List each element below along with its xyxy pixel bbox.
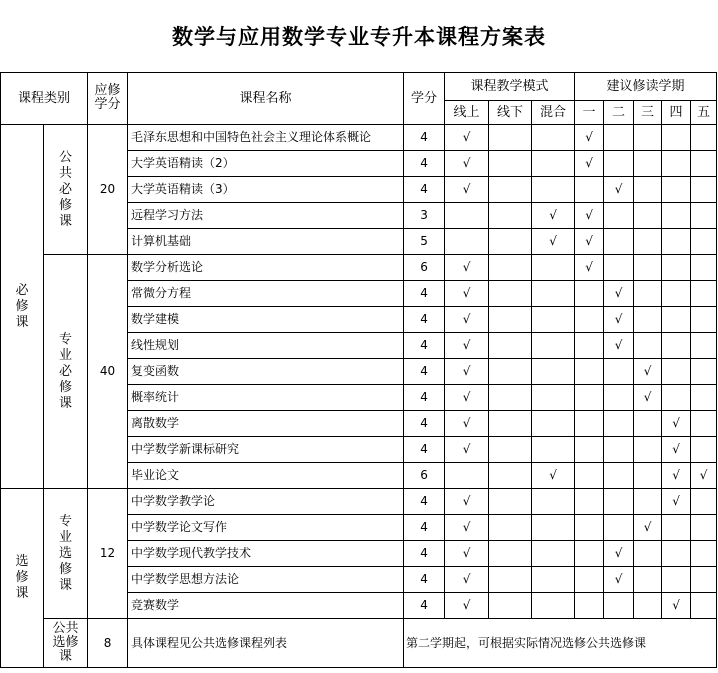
mode-cell xyxy=(445,307,489,333)
semester-cell xyxy=(604,567,634,593)
semester-cell xyxy=(634,359,662,385)
course-credit: 4 xyxy=(404,593,445,619)
semester-cell xyxy=(604,515,634,541)
semester-cell xyxy=(634,489,662,515)
mode-cell xyxy=(532,541,575,567)
semester-cell xyxy=(575,385,604,411)
check-icon: √ xyxy=(585,208,593,223)
course-plan-table xyxy=(0,72,717,668)
semester-cell xyxy=(575,359,604,385)
check-icon: √ xyxy=(462,494,471,509)
course-name: 数学建模 xyxy=(128,307,404,333)
semester-cell xyxy=(575,307,604,333)
semester-cell xyxy=(634,593,662,619)
semester-cell xyxy=(604,489,634,515)
check-icon: √ xyxy=(462,260,471,275)
course-name: 毛泽东思想和中国特色社会主义理论体系概论 xyxy=(128,125,404,151)
mode-cell xyxy=(445,203,489,229)
semester-cell xyxy=(691,463,717,489)
course-credit: 4 xyxy=(404,541,445,567)
mode-cell xyxy=(445,489,489,515)
mode-cell xyxy=(445,463,489,489)
semester-cell xyxy=(634,437,662,463)
semester-cell xyxy=(691,333,717,359)
check-icon: √ xyxy=(462,156,471,171)
semester-cell xyxy=(662,411,691,437)
check-icon: √ xyxy=(614,286,623,301)
course-name: 中学数学现代教学技术 xyxy=(128,541,404,567)
semester-cell xyxy=(662,229,691,255)
header-required-credits xyxy=(88,73,128,125)
mode-cell xyxy=(489,281,532,307)
semester-cell xyxy=(634,281,662,307)
semester-cell xyxy=(691,515,717,541)
mode-cell xyxy=(532,437,575,463)
semester-cell xyxy=(662,515,691,541)
mode-cell xyxy=(445,411,489,437)
semester-cell xyxy=(662,151,691,177)
mode-cell xyxy=(445,177,489,203)
subcategory-major-required-text: 专业必修课 xyxy=(58,331,72,411)
mode-cell xyxy=(532,255,575,281)
mode-cell xyxy=(532,593,575,619)
course-credit: 4 xyxy=(404,437,445,463)
semester-cell xyxy=(662,385,691,411)
semester-cell xyxy=(604,541,634,567)
mode-cell xyxy=(489,515,532,541)
semester-cell xyxy=(662,125,691,151)
mode-cell xyxy=(489,541,532,567)
course-name: 中学数学教学论 xyxy=(128,489,404,515)
mode-cell xyxy=(489,229,532,255)
course-credit: 4 xyxy=(404,489,445,515)
mode-cell xyxy=(489,177,532,203)
semester-cell xyxy=(604,333,634,359)
check-icon: √ xyxy=(462,364,471,379)
public-elective-note: 第二学期起，可根据实际情况选修公共选修课 xyxy=(404,619,717,668)
semester-cell xyxy=(691,541,717,567)
semester-cell xyxy=(634,333,662,359)
table-row xyxy=(1,489,717,515)
semester-cell xyxy=(662,177,691,203)
semester-cell xyxy=(662,281,691,307)
semester-cell xyxy=(634,385,662,411)
course-credit: 4 xyxy=(404,515,445,541)
mode-cell xyxy=(445,515,489,541)
semester-cell xyxy=(604,307,634,333)
mode-cell xyxy=(532,359,575,385)
mode-cell xyxy=(489,333,532,359)
course-credit: 4 xyxy=(404,177,445,203)
check-icon: √ xyxy=(585,234,593,249)
mode-cell xyxy=(445,385,489,411)
header-semester-3: 三 xyxy=(634,101,662,125)
semester-cell xyxy=(604,359,634,385)
semester-cell xyxy=(691,385,717,411)
semester-cell xyxy=(604,281,634,307)
mode-cell xyxy=(489,567,532,593)
check-icon: √ xyxy=(462,572,471,587)
mode-cell xyxy=(489,307,532,333)
check-icon: √ xyxy=(672,598,680,613)
mode-cell xyxy=(489,463,532,489)
check-icon: √ xyxy=(462,312,471,327)
semester-cell xyxy=(691,229,717,255)
header-category: 课程类别 xyxy=(1,73,88,125)
subcategory-major-elective-text: 专业选修课 xyxy=(58,513,72,593)
credits-major-required: 40 xyxy=(88,255,128,489)
semester-cell xyxy=(575,125,604,151)
subcategory-public-required-text: 公共必修课 xyxy=(58,149,72,229)
semester-cell xyxy=(634,541,662,567)
semester-cell xyxy=(662,437,691,463)
mode-cell xyxy=(445,125,489,151)
course-credit: 4 xyxy=(404,411,445,437)
page-title: 数学与应用数学专业专升本课程方案表 xyxy=(172,25,546,49)
table-row xyxy=(1,619,717,668)
semester-cell xyxy=(575,203,604,229)
mode-cell xyxy=(489,359,532,385)
check-icon: √ xyxy=(672,494,680,509)
semester-cell xyxy=(634,567,662,593)
header-teaching-mode: 课程教学模式 xyxy=(445,73,575,101)
subcategory-major-elective xyxy=(44,489,88,619)
mode-cell xyxy=(532,333,575,359)
course-credit: 4 xyxy=(404,125,445,151)
category-elective-text: 选修课 xyxy=(15,554,29,601)
check-icon: √ xyxy=(462,130,471,145)
course-credit: 6 xyxy=(404,463,445,489)
credits-public-elective: 8 xyxy=(88,619,128,668)
header-semester-2: 二 xyxy=(604,101,634,125)
credits-major-elective: 12 xyxy=(88,489,128,619)
semester-cell xyxy=(634,515,662,541)
semester-cell xyxy=(604,255,634,281)
semester-cell xyxy=(575,229,604,255)
semester-cell xyxy=(604,229,634,255)
semester-cell xyxy=(691,151,717,177)
check-icon: √ xyxy=(462,520,471,535)
mode-cell xyxy=(532,489,575,515)
semester-cell xyxy=(662,593,691,619)
check-icon: √ xyxy=(672,416,680,431)
course-name: 数学分析选论 xyxy=(128,255,404,281)
header-semester-5: 五 xyxy=(691,101,717,125)
semester-cell xyxy=(634,177,662,203)
semester-cell xyxy=(691,567,717,593)
mode-cell xyxy=(445,567,489,593)
check-icon: √ xyxy=(614,546,623,561)
semester-cell xyxy=(634,229,662,255)
course-name: 大学英语精读（3） xyxy=(128,177,404,203)
mode-cell xyxy=(445,437,489,463)
mode-cell xyxy=(532,515,575,541)
course-credit: 6 xyxy=(404,255,445,281)
mode-cell xyxy=(489,593,532,619)
check-icon: √ xyxy=(699,468,708,483)
mode-cell xyxy=(489,489,532,515)
header-mode-mixed: 混合 xyxy=(532,101,575,125)
mode-cell xyxy=(532,229,575,255)
semester-cell xyxy=(604,437,634,463)
check-icon: √ xyxy=(585,156,593,171)
course-name: 概率统计 xyxy=(128,385,404,411)
header-required-credits-text: 应修学分 xyxy=(94,83,121,113)
check-icon: √ xyxy=(614,338,623,353)
semester-cell xyxy=(604,463,634,489)
semester-cell xyxy=(691,359,717,385)
mode-cell xyxy=(489,411,532,437)
course-name: 中学数学新课标研究 xyxy=(128,437,404,463)
semester-cell xyxy=(662,567,691,593)
semester-cell xyxy=(634,411,662,437)
check-icon: √ xyxy=(643,520,652,535)
semester-cell xyxy=(604,593,634,619)
semester-cell xyxy=(575,333,604,359)
semester-cell xyxy=(604,385,634,411)
course-name: 中学数学论文写作 xyxy=(128,515,404,541)
check-icon: √ xyxy=(462,598,471,613)
subcategory-public-elective-text: 公共选修课 xyxy=(52,621,79,664)
check-icon: √ xyxy=(462,182,471,197)
mode-cell xyxy=(532,411,575,437)
semester-cell xyxy=(662,541,691,567)
semester-cell xyxy=(634,151,662,177)
course-name: 毕业论文 xyxy=(128,463,404,489)
semester-cell xyxy=(575,411,604,437)
semester-cell xyxy=(575,281,604,307)
subcategory-public-elective xyxy=(44,619,88,668)
semester-cell xyxy=(634,307,662,333)
course-credit: 4 xyxy=(404,151,445,177)
semester-cell xyxy=(575,567,604,593)
semester-cell xyxy=(575,463,604,489)
category-required-text: 必修课 xyxy=(15,282,29,330)
header-semester-1: 一 xyxy=(575,101,604,125)
semester-cell xyxy=(604,203,634,229)
mode-cell xyxy=(489,125,532,151)
semester-cell xyxy=(575,177,604,203)
semester-cell xyxy=(634,463,662,489)
course-credit: 3 xyxy=(404,203,445,229)
check-icon: √ xyxy=(614,182,623,197)
semester-cell xyxy=(575,151,604,177)
mode-cell xyxy=(445,593,489,619)
semester-cell xyxy=(662,463,691,489)
course-name: 离散数学 xyxy=(128,411,404,437)
check-icon: √ xyxy=(462,390,471,405)
semester-cell xyxy=(691,125,717,151)
course-name: 大学英语精读（2） xyxy=(128,151,404,177)
check-icon: √ xyxy=(614,572,623,587)
semester-cell xyxy=(691,411,717,437)
semester-cell xyxy=(691,437,717,463)
category-required xyxy=(1,125,44,489)
course-name: 计算机基础 xyxy=(128,229,404,255)
mode-cell xyxy=(445,229,489,255)
check-icon: √ xyxy=(672,442,680,457)
mode-cell xyxy=(532,463,575,489)
course-credit: 4 xyxy=(404,385,445,411)
mode-cell xyxy=(489,437,532,463)
public-elective-course: 具体课程见公共选修课程列表 xyxy=(128,619,404,668)
mode-cell xyxy=(445,359,489,385)
header-mode-online: 线上 xyxy=(445,101,489,125)
header-semester-4: 四 xyxy=(662,101,691,125)
table-row xyxy=(1,125,717,151)
check-icon: √ xyxy=(585,130,593,145)
mode-cell xyxy=(489,151,532,177)
semester-cell xyxy=(662,333,691,359)
semester-cell xyxy=(575,515,604,541)
mode-cell xyxy=(532,385,575,411)
mode-cell xyxy=(532,177,575,203)
check-icon: √ xyxy=(462,416,471,431)
course-name: 线性规划 xyxy=(128,333,404,359)
mode-cell xyxy=(532,151,575,177)
check-icon: √ xyxy=(643,390,652,405)
semester-cell xyxy=(691,593,717,619)
course-credit: 4 xyxy=(404,567,445,593)
semester-cell xyxy=(604,125,634,151)
check-icon: √ xyxy=(462,286,471,301)
mode-cell xyxy=(489,203,532,229)
semester-cell xyxy=(662,255,691,281)
check-icon: √ xyxy=(549,234,557,249)
semester-cell xyxy=(575,541,604,567)
semester-cell xyxy=(662,203,691,229)
semester-cell xyxy=(691,203,717,229)
credits-public-required: 20 xyxy=(88,125,128,255)
course-credit: 4 xyxy=(404,307,445,333)
semester-cell xyxy=(691,307,717,333)
table-row xyxy=(1,255,717,281)
mode-cell xyxy=(532,203,575,229)
mode-cell xyxy=(445,255,489,281)
mode-cell xyxy=(445,151,489,177)
header-semester: 建议修读学期 xyxy=(575,73,717,101)
mode-cell xyxy=(445,333,489,359)
course-name: 复变函数 xyxy=(128,359,404,385)
semester-cell xyxy=(662,359,691,385)
check-icon: √ xyxy=(462,546,471,561)
semester-cell xyxy=(604,177,634,203)
semester-cell xyxy=(604,151,634,177)
header-course-name: 课程名称 xyxy=(128,73,404,125)
mode-cell xyxy=(532,307,575,333)
semester-cell xyxy=(604,411,634,437)
check-icon: √ xyxy=(462,442,471,457)
check-icon: √ xyxy=(549,208,557,223)
semester-cell xyxy=(575,489,604,515)
subcategory-major-required xyxy=(44,255,88,489)
check-icon: √ xyxy=(585,260,593,275)
semester-cell xyxy=(634,203,662,229)
header-credits: 学分 xyxy=(404,73,445,125)
semester-cell xyxy=(691,255,717,281)
semester-cell xyxy=(575,437,604,463)
semester-cell xyxy=(575,593,604,619)
subcategory-public-required xyxy=(44,125,88,255)
course-credit: 5 xyxy=(404,229,445,255)
check-icon: √ xyxy=(462,338,471,353)
semester-cell xyxy=(691,489,717,515)
mode-cell xyxy=(532,567,575,593)
check-icon: √ xyxy=(672,468,680,483)
course-credit: 4 xyxy=(404,281,445,307)
course-name: 竞赛数学 xyxy=(128,593,404,619)
check-icon: √ xyxy=(549,468,557,483)
semester-cell xyxy=(634,125,662,151)
check-icon: √ xyxy=(614,312,623,327)
mode-cell xyxy=(445,281,489,307)
semester-cell xyxy=(575,255,604,281)
category-elective xyxy=(1,489,44,668)
course-name: 远程学习方法 xyxy=(128,203,404,229)
mode-cell xyxy=(445,541,489,567)
semester-cell xyxy=(634,255,662,281)
check-icon: √ xyxy=(643,364,652,379)
semester-cell xyxy=(662,489,691,515)
semester-cell xyxy=(691,177,717,203)
course-name: 中学数学思想方法论 xyxy=(128,567,404,593)
course-name: 常微分方程 xyxy=(128,281,404,307)
mode-cell xyxy=(532,281,575,307)
mode-cell xyxy=(489,385,532,411)
mode-cell xyxy=(489,255,532,281)
header-mode-offline: 线下 xyxy=(489,101,532,125)
semester-cell xyxy=(662,307,691,333)
course-credit: 4 xyxy=(404,333,445,359)
semester-cell xyxy=(691,281,717,307)
course-credit: 4 xyxy=(404,359,445,385)
mode-cell xyxy=(532,125,575,151)
